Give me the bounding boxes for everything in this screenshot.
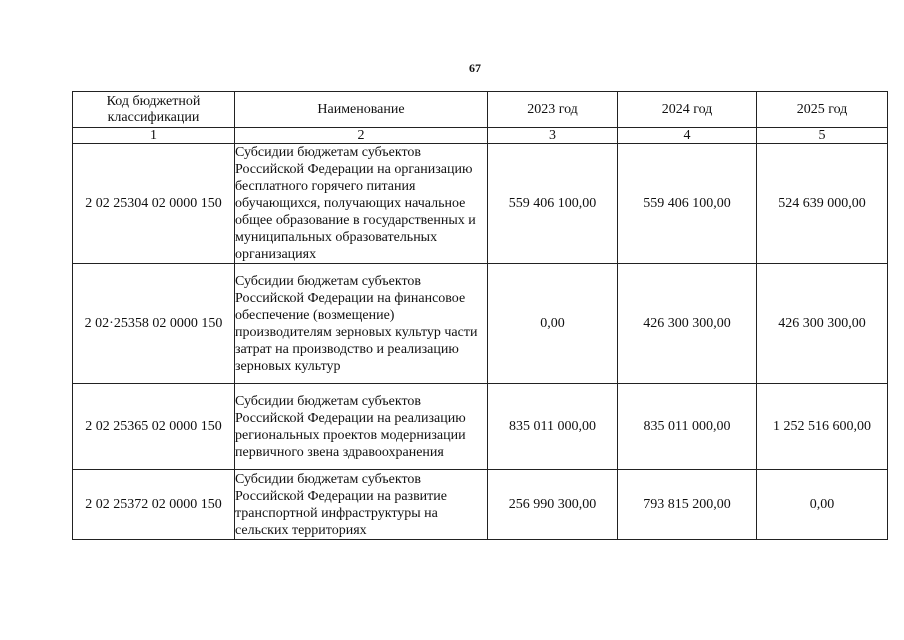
column-numbers-row — [73, 128, 888, 144]
budget-code: 2 02·25358 02 0000 150 — [73, 264, 235, 384]
amount-2024: 835 011 000,00 — [618, 384, 757, 470]
column-number-1: 1 — [73, 128, 235, 144]
amount-2024: 793 815 200,00 — [618, 470, 757, 540]
amount-2023: 0,00 — [488, 264, 618, 384]
amount-2025: 426 300 300,00 — [757, 264, 888, 384]
table-row — [73, 384, 888, 470]
column-number-3: 3 — [488, 128, 618, 144]
table-row — [73, 264, 888, 384]
page-number: 67 — [469, 61, 481, 75]
column-number-4: 4 — [618, 128, 757, 144]
amount-2024: 426 300 300,00 — [618, 264, 757, 384]
budget-code: 2 02 25372 02 0000 150 — [73, 470, 235, 540]
header-name: Наименование — [235, 92, 488, 128]
budget-code: 2 02 25304 02 0000 150 — [73, 144, 235, 264]
table-header-row — [73, 92, 888, 128]
budget-table — [72, 91, 888, 540]
amount-2025: 0,00 — [757, 470, 888, 540]
table-row — [73, 470, 888, 540]
subsidy-name: Субсидии бюджетам субъектов Российской Федерации на организацию бесплатного горячего питания обучающихся, получающих начальное общее образование в государственных и муниципальных образовательных организациях — [235, 144, 488, 264]
subsidy-name: Субсидии бюджетам субъектов Российской Федерации на реализацию региональных проектов модернизации первичного звена здравоохранения — [235, 384, 488, 470]
subsidy-name: Субсидии бюджетам субъектов Российской Федерации на развитие транспортной инфраструктуры на сельских территориях — [235, 470, 488, 540]
amount-2025: 524 639 000,00 — [757, 144, 888, 264]
header-2023: 2023 год — [488, 92, 618, 128]
budget-code: 2 02 25365 02 0000 150 — [73, 384, 235, 470]
amount-2023: 559 406 100,00 — [488, 144, 618, 264]
amount-2025: 1 252 516 600,00 — [757, 384, 888, 470]
table-row — [73, 144, 888, 264]
header-code: Код бюджетной классификации — [73, 92, 235, 128]
amount-2023: 256 990 300,00 — [488, 470, 618, 540]
subsidy-name: Субсидии бюджетам субъектов Российской Федерации на финансовое обеспечение (возмещение) производителям зерновых культур части затрат на производство и реализацию зерновых культур — [235, 264, 488, 384]
header-2024: 2024 год — [618, 92, 757, 128]
amount-2023: 835 011 000,00 — [488, 384, 618, 470]
column-number-5: 5 — [757, 128, 888, 144]
amount-2024: 559 406 100,00 — [618, 144, 757, 264]
header-2025: 2025 год — [757, 92, 888, 128]
column-number-2: 2 — [235, 128, 488, 144]
